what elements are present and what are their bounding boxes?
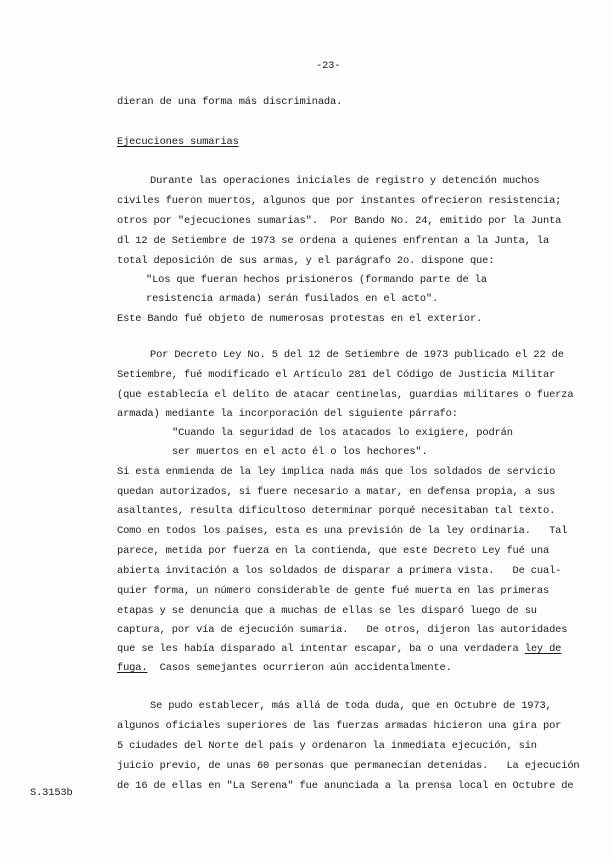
quote-line: resistencia armada) serán fusilados en el acto". — [146, 293, 439, 305]
text-line — [117, 662, 452, 675]
text-line: Durante las operaciones iniciales de registro y detención muchos — [150, 175, 540, 187]
text-line: 5 ciudades del Norte del país y ordenaron la inmediata ejecución, sin — [117, 740, 537, 752]
text-line: civiles fueron muertos, algunos que por instantes ofrecieron resistencia; — [117, 195, 562, 207]
text-line: abierta invitación a los soldados de disparar a primera vista. De cual- — [117, 565, 562, 577]
text-line: juicio previo, de unas 60 personas que permanecían detenidas. La ejecución — [117, 760, 580, 772]
quote-line: ser muertos en el acto él o los hechores". — [172, 446, 428, 458]
underlined-phrase: ley de — [524, 643, 562, 655]
text-fragment: que se les había disparado al intentar escapar, ba o una verdadera — [117, 643, 525, 655]
text-line: Este Bando fué objeto de numerosas protestas en el exterior. — [117, 313, 483, 325]
text-line: de 16 de ellas en "La Serena" fue anunciada a la prensa local en Octubre de — [117, 780, 574, 792]
text-line: dl 12 de Setiembre de 1973 se ordena a quienes enfrentan a la Junta, la — [117, 235, 550, 247]
text-line: Si esta enmienda de la ley implica nada más que los soldados de servicio — [117, 466, 556, 478]
text-line: algunos oficiales superiores de las fuerzas armadas hicieron una gira por — [117, 720, 562, 732]
text-line: parece, metida por fuerza en la contienda, que este Decreto Ley fué una — [117, 545, 550, 557]
text-fragment: Casos semejantes ocurrieron aún accidentalmente. — [147, 662, 452, 674]
text-line: quedan autorizados, si fuere necesario a matar, en defensa propia, a sus — [117, 486, 556, 498]
text-line — [117, 643, 561, 656]
text-line: etapas y se denuncia que a muchas de ellas se les disparó luego de su — [117, 605, 537, 617]
text-line: armada) mediante la incorporación del siguiente párrafo: — [117, 408, 458, 420]
quote-line: "Los que fueran hechos prisioneros (formando parte de la — [146, 274, 487, 286]
text-line: total deposición de sus armas, y el parágrafo 2o. dispone que: — [117, 255, 495, 267]
page-number: -23- — [316, 60, 341, 72]
section-heading: Ejecuciones sumarias — [117, 136, 239, 148]
underlined-word: fuga. — [117, 662, 148, 674]
text-line: (que establecía el delito de atacar centinelas, guardias militares o fuerza — [117, 389, 574, 401]
text-line: Setiembre, fué modificado el Artículo 281 del Código de Justicia Militar — [117, 369, 556, 381]
text-line: Se pudo establecer, más allá de toda duda, que en Octubre de 1973, — [150, 700, 552, 712]
text-line: otros por "ejecuciones sumarias". Por Bando No. 24, emitido por la Junta — [117, 215, 562, 227]
text-line: Por Decreto Ley No. 5 del 12 de Setiembre de 1973 publicado el 22 de — [150, 349, 564, 361]
document-signature: S.3153b — [30, 787, 73, 799]
text-line: Como en todos los países, esta es una previsión de la ley ordinaria. Tal — [117, 525, 568, 537]
text-line: dieran de una forma más discriminada. — [117, 96, 343, 108]
text-line: asaltantes, resulta dificultoso determinar porqué necesitaban tal texto. — [117, 505, 556, 517]
text-line: captura, por vía de ejecución sumaria. De otros, dijeron las autoridades — [117, 624, 568, 636]
text-line: quier forma, un número considerable de gente fué muerta en las primeras — [117, 585, 550, 597]
quote-line: "Cuando la seguridad de los atacados lo exigiere, podrán — [172, 427, 513, 439]
